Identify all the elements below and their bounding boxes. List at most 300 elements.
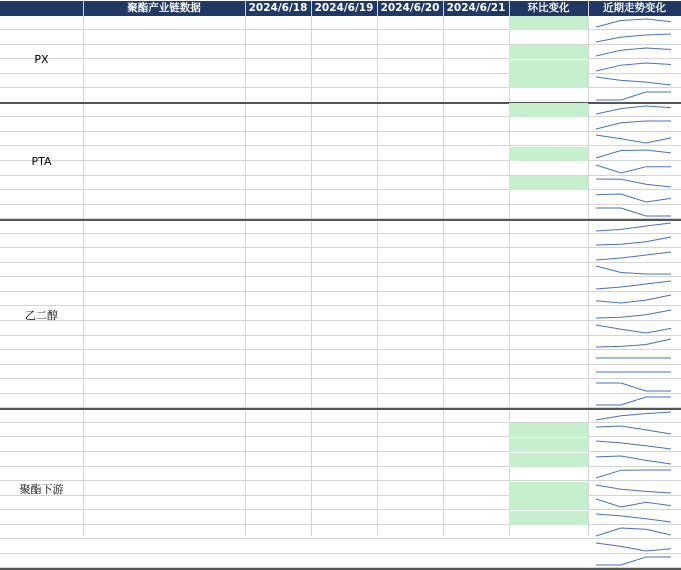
- value-cell: [377, 176, 443, 190]
- change-cell: [509, 118, 588, 132]
- trend-sparkline: [588, 205, 680, 219]
- sparkline-path: [596, 397, 671, 405]
- value-cell: [443, 423, 509, 437]
- sparkline-path: [596, 194, 671, 202]
- value-cell: [245, 162, 311, 176]
- value-cell: [377, 263, 443, 277]
- change-cell: [509, 467, 588, 481]
- change-cell: [509, 554, 588, 568]
- value-cell: [377, 423, 443, 437]
- row-label: [83, 132, 245, 146]
- value-cell: [245, 423, 311, 437]
- value-cell: [245, 482, 311, 496]
- value-cell: [377, 496, 443, 510]
- row-label: [83, 554, 245, 568]
- value-cell: [245, 249, 311, 263]
- value-cell: [443, 554, 509, 568]
- value-cell: [311, 307, 377, 321]
- value-cell: [377, 511, 443, 525]
- value-cell: [377, 45, 443, 59]
- row-label: [83, 249, 245, 263]
- trend-sparkline: [588, 453, 680, 467]
- sparkline-path: [596, 456, 671, 464]
- value-cell: [377, 525, 443, 539]
- row-label: [83, 380, 245, 394]
- row-label: [83, 162, 245, 176]
- trend-sparkline: [588, 74, 680, 88]
- value-cell: [311, 351, 377, 365]
- value-cell: [443, 60, 509, 74]
- trend-sparkline: [588, 89, 680, 103]
- change-cell: [509, 263, 588, 277]
- value-cell: [443, 191, 509, 205]
- change-cell: [509, 438, 588, 452]
- value-cell: [311, 380, 377, 394]
- trend-sparkline: [588, 540, 680, 554]
- header-cell: 2024/6/18: [245, 1, 311, 16]
- trend-sparkline: [588, 176, 680, 190]
- row-label: [83, 322, 245, 336]
- value-cell: [377, 162, 443, 176]
- row-label: [83, 103, 245, 117]
- value-cell: [245, 74, 311, 88]
- trend-sparkline: [588, 16, 680, 30]
- trend-sparkline: [588, 132, 680, 146]
- header-cell: 2024/6/20: [377, 1, 443, 16]
- change-cell: [509, 16, 588, 30]
- sparkline-path: [596, 121, 671, 129]
- value-cell: [443, 467, 509, 481]
- trend-sparkline: [588, 278, 680, 292]
- value-cell: [245, 511, 311, 525]
- sparkline-path: [596, 281, 671, 289]
- value-cell: [443, 453, 509, 467]
- value-cell: [311, 511, 377, 525]
- change-cell: [509, 336, 588, 350]
- value-cell: [443, 482, 509, 496]
- value-cell: [377, 220, 443, 234]
- value-cell: [377, 394, 443, 408]
- value-cell: [377, 74, 443, 88]
- value-cell: [377, 234, 443, 248]
- value-cell: [377, 118, 443, 132]
- value-cell: [245, 380, 311, 394]
- value-cell: [311, 162, 377, 176]
- value-cell: [311, 525, 377, 539]
- value-cell: [311, 322, 377, 336]
- change-cell: [509, 162, 588, 176]
- row-label: [83, 263, 245, 277]
- sparkline-path: [596, 77, 671, 85]
- value-cell: [377, 482, 443, 496]
- value-cell: [443, 89, 509, 103]
- value-cell: [377, 249, 443, 263]
- value-cell: [377, 438, 443, 452]
- value-cell: [245, 365, 311, 379]
- sparkline-path: [596, 557, 671, 565]
- change-cell: [509, 89, 588, 103]
- row-label: [83, 467, 245, 481]
- row-label: [83, 74, 245, 88]
- value-cell: [245, 45, 311, 59]
- value-cell: [377, 409, 443, 423]
- row-label: [83, 147, 245, 161]
- row-label: [83, 292, 245, 306]
- value-cell: [245, 31, 311, 45]
- sparkline-path: [596, 135, 671, 143]
- sparkline-path: [596, 499, 671, 507]
- value-cell: [377, 351, 443, 365]
- row-label: [83, 118, 245, 132]
- value-cell: [443, 31, 509, 45]
- trend-sparkline: [588, 336, 680, 350]
- trend-sparkline: [588, 118, 680, 132]
- trend-sparkline: [588, 365, 680, 379]
- value-cell: [443, 365, 509, 379]
- change-cell: [509, 103, 588, 117]
- value-cell: [311, 60, 377, 74]
- sparkline-path: [596, 528, 671, 536]
- row-label: [83, 351, 245, 365]
- sparkline-path: [596, 19, 671, 27]
- row-label: [83, 191, 245, 205]
- change-cell: [509, 423, 588, 437]
- group-label: 聚酯下游: [19, 483, 64, 496]
- change-cell: [509, 380, 588, 394]
- value-cell: [443, 336, 509, 350]
- value-cell: [311, 554, 377, 568]
- change-cell: [509, 147, 588, 161]
- trend-sparkline: [588, 234, 680, 248]
- group-label: PX: [34, 53, 49, 66]
- value-cell: [311, 31, 377, 45]
- value-cell: [443, 511, 509, 525]
- trend-sparkline: [588, 511, 680, 525]
- row-label: [83, 307, 245, 321]
- value-cell: [245, 89, 311, 103]
- header-cell: 近期走势变化: [588, 1, 681, 16]
- value-cell: [245, 540, 311, 554]
- trend-sparkline: [588, 482, 680, 496]
- value-cell: [311, 147, 377, 161]
- value-cell: [245, 525, 311, 539]
- value-cell: [377, 191, 443, 205]
- sparkline-path: [596, 252, 671, 260]
- row-label: [83, 89, 245, 103]
- trend-sparkline: [588, 162, 680, 176]
- value-cell: [311, 423, 377, 437]
- sparkline-path: [596, 106, 671, 114]
- trend-sparkline: [588, 249, 680, 263]
- value-cell: [443, 176, 509, 190]
- value-cell: [311, 249, 377, 263]
- trend-sparkline: [588, 103, 680, 117]
- row-label: [83, 423, 245, 437]
- change-cell: [509, 453, 588, 467]
- trend-sparkline: [588, 438, 680, 452]
- sparkline-path: [596, 514, 671, 522]
- value-cell: [443, 16, 509, 30]
- value-cell: [443, 234, 509, 248]
- sparkline-path: [596, 237, 671, 245]
- change-cell: [509, 496, 588, 510]
- change-cell: [509, 540, 588, 554]
- header-cell: 聚酯产业链数据: [83, 1, 245, 16]
- value-cell: [311, 365, 377, 379]
- value-cell: [245, 438, 311, 452]
- row-label: [83, 336, 245, 350]
- value-cell: [377, 278, 443, 292]
- value-cell: [377, 336, 443, 350]
- value-cell: [311, 74, 377, 88]
- value-cell: [443, 249, 509, 263]
- value-cell: [443, 438, 509, 452]
- value-cell: [245, 292, 311, 306]
- header-cell: 2024/6/19: [311, 1, 377, 16]
- value-cell: [311, 438, 377, 452]
- trend-sparkline: [588, 31, 680, 45]
- value-cell: [443, 147, 509, 161]
- value-cell: [245, 307, 311, 321]
- change-cell: [509, 409, 588, 423]
- trend-sparkline: [588, 351, 680, 365]
- value-cell: [377, 453, 443, 467]
- value-cell: [245, 60, 311, 74]
- trend-sparkline: [588, 409, 680, 423]
- change-cell: [509, 132, 588, 146]
- row-label: [83, 525, 245, 539]
- value-cell: [443, 45, 509, 59]
- trend-sparkline: [588, 423, 680, 437]
- change-cell: [509, 31, 588, 45]
- trend-sparkline: [588, 322, 680, 336]
- sparkline-path: [596, 339, 671, 347]
- sparkline-path: [596, 165, 671, 173]
- sparkline-path: [596, 63, 671, 71]
- change-cell: [509, 249, 588, 263]
- change-cell: [509, 511, 588, 525]
- value-cell: [311, 482, 377, 496]
- row-label: [83, 496, 245, 510]
- row-label: [83, 220, 245, 234]
- row-label: [83, 409, 245, 423]
- change-cell: [509, 482, 588, 496]
- value-cell: [443, 292, 509, 306]
- value-cell: [311, 191, 377, 205]
- value-cell: [443, 525, 509, 539]
- value-cell: [245, 263, 311, 277]
- sparkline-path: [596, 295, 671, 303]
- sparkline-path: [596, 325, 671, 333]
- value-cell: [245, 103, 311, 117]
- value-cell: [443, 409, 509, 423]
- change-cell: [509, 176, 588, 190]
- sparkline-path: [596, 310, 671, 318]
- change-cell: [509, 191, 588, 205]
- value-cell: [245, 322, 311, 336]
- row-label: [83, 176, 245, 190]
- row-label: [83, 365, 245, 379]
- value-cell: [245, 496, 311, 510]
- value-cell: [245, 278, 311, 292]
- value-cell: [443, 394, 509, 408]
- value-cell: [443, 205, 509, 219]
- value-cell: [245, 16, 311, 30]
- sparkline-path: [596, 441, 671, 449]
- value-cell: [311, 409, 377, 423]
- sparkline-path: [596, 543, 671, 551]
- sparkline-path: [596, 223, 671, 231]
- change-cell: [509, 525, 588, 539]
- value-cell: [311, 132, 377, 146]
- trend-sparkline: [588, 147, 680, 161]
- value-cell: [443, 278, 509, 292]
- value-cell: [377, 16, 443, 30]
- value-cell: [245, 132, 311, 146]
- trend-sparkline: [588, 45, 680, 59]
- sparkline-path: [596, 426, 671, 434]
- value-cell: [377, 205, 443, 219]
- value-cell: [311, 263, 377, 277]
- value-cell: [377, 103, 443, 117]
- change-cell: [509, 60, 588, 74]
- change-cell: [509, 45, 588, 59]
- value-cell: [443, 118, 509, 132]
- trend-sparkline: [588, 292, 680, 306]
- change-cell: [509, 220, 588, 234]
- sparkline-path: [596, 470, 671, 478]
- sparkline-path: [596, 48, 671, 56]
- trend-sparkline: [588, 554, 680, 568]
- sparkline-path: [596, 34, 671, 42]
- row-label: [83, 234, 245, 248]
- change-cell: [509, 351, 588, 365]
- trend-sparkline: [588, 467, 680, 481]
- trend-sparkline: [588, 525, 680, 539]
- value-cell: [311, 394, 377, 408]
- value-cell: [311, 220, 377, 234]
- value-cell: [443, 162, 509, 176]
- value-cell: [377, 380, 443, 394]
- row-label: [83, 482, 245, 496]
- value-cell: [311, 16, 377, 30]
- value-cell: [443, 263, 509, 277]
- value-cell: [377, 322, 443, 336]
- sparkline-path: [596, 179, 671, 187]
- trend-sparkline: [588, 191, 680, 205]
- value-cell: [443, 307, 509, 321]
- row-label: [83, 278, 245, 292]
- value-cell: [311, 540, 377, 554]
- sparkline-path: [596, 485, 671, 493]
- value-cell: [443, 74, 509, 88]
- value-cell: [311, 496, 377, 510]
- value-cell: [311, 234, 377, 248]
- value-cell: [245, 394, 311, 408]
- value-cell: [245, 205, 311, 219]
- header-corner: [0, 1, 83, 16]
- row-label: [83, 394, 245, 408]
- value-cell: [245, 191, 311, 205]
- change-cell: [509, 74, 588, 88]
- trend-sparkline: [588, 496, 680, 510]
- trend-sparkline: [588, 263, 680, 277]
- value-cell: [377, 60, 443, 74]
- change-cell: [509, 292, 588, 306]
- value-cell: [245, 351, 311, 365]
- value-cell: [377, 132, 443, 146]
- change-cell: [509, 234, 588, 248]
- change-cell: [509, 307, 588, 321]
- header-cell: 环比变化: [509, 1, 588, 16]
- value-cell: [245, 467, 311, 481]
- value-cell: [311, 103, 377, 117]
- value-cell: [311, 453, 377, 467]
- value-cell: [245, 453, 311, 467]
- value-cell: [443, 540, 509, 554]
- trend-sparkline: [588, 60, 680, 74]
- value-cell: [443, 322, 509, 336]
- header-cell: 2024/6/21: [443, 1, 509, 16]
- value-cell: [377, 540, 443, 554]
- sparkline-path: [596, 412, 671, 420]
- row-label: [83, 31, 245, 45]
- value-cell: [377, 554, 443, 568]
- value-cell: [245, 409, 311, 423]
- value-cell: [377, 292, 443, 306]
- value-cell: [311, 467, 377, 481]
- value-cell: [443, 103, 509, 117]
- value-cell: [245, 176, 311, 190]
- row-label: [83, 540, 245, 554]
- group-label: 乙二醇: [25, 308, 58, 322]
- value-cell: [377, 365, 443, 379]
- value-cell: [245, 234, 311, 248]
- sparkline-path: [596, 266, 671, 274]
- value-cell: [245, 147, 311, 161]
- value-cell: [245, 118, 311, 132]
- value-cell: [443, 380, 509, 394]
- change-cell: [509, 205, 588, 219]
- value-cell: [443, 496, 509, 510]
- trend-sparkline: [588, 220, 680, 234]
- row-label: [83, 511, 245, 525]
- change-cell: [509, 278, 588, 292]
- value-cell: [311, 336, 377, 350]
- trend-sparkline: [588, 307, 680, 321]
- value-cell: [245, 336, 311, 350]
- trend-sparkline: [588, 394, 680, 408]
- row-label: [83, 16, 245, 30]
- row-label: [83, 45, 245, 59]
- sparkline-path: [596, 208, 671, 216]
- value-cell: [377, 147, 443, 161]
- value-cell: [443, 220, 509, 234]
- trend-sparkline: [588, 380, 680, 394]
- value-cell: [311, 89, 377, 103]
- sparkline-path: [596, 92, 671, 100]
- row-label: [83, 60, 245, 74]
- value-cell: [311, 176, 377, 190]
- change-cell: [509, 322, 588, 336]
- change-cell: [509, 394, 588, 408]
- row-label: [83, 438, 245, 452]
- value-cell: [443, 132, 509, 146]
- sparkline-path: [596, 383, 671, 391]
- value-cell: [311, 205, 377, 219]
- value-cell: [377, 467, 443, 481]
- value-cell: [311, 292, 377, 306]
